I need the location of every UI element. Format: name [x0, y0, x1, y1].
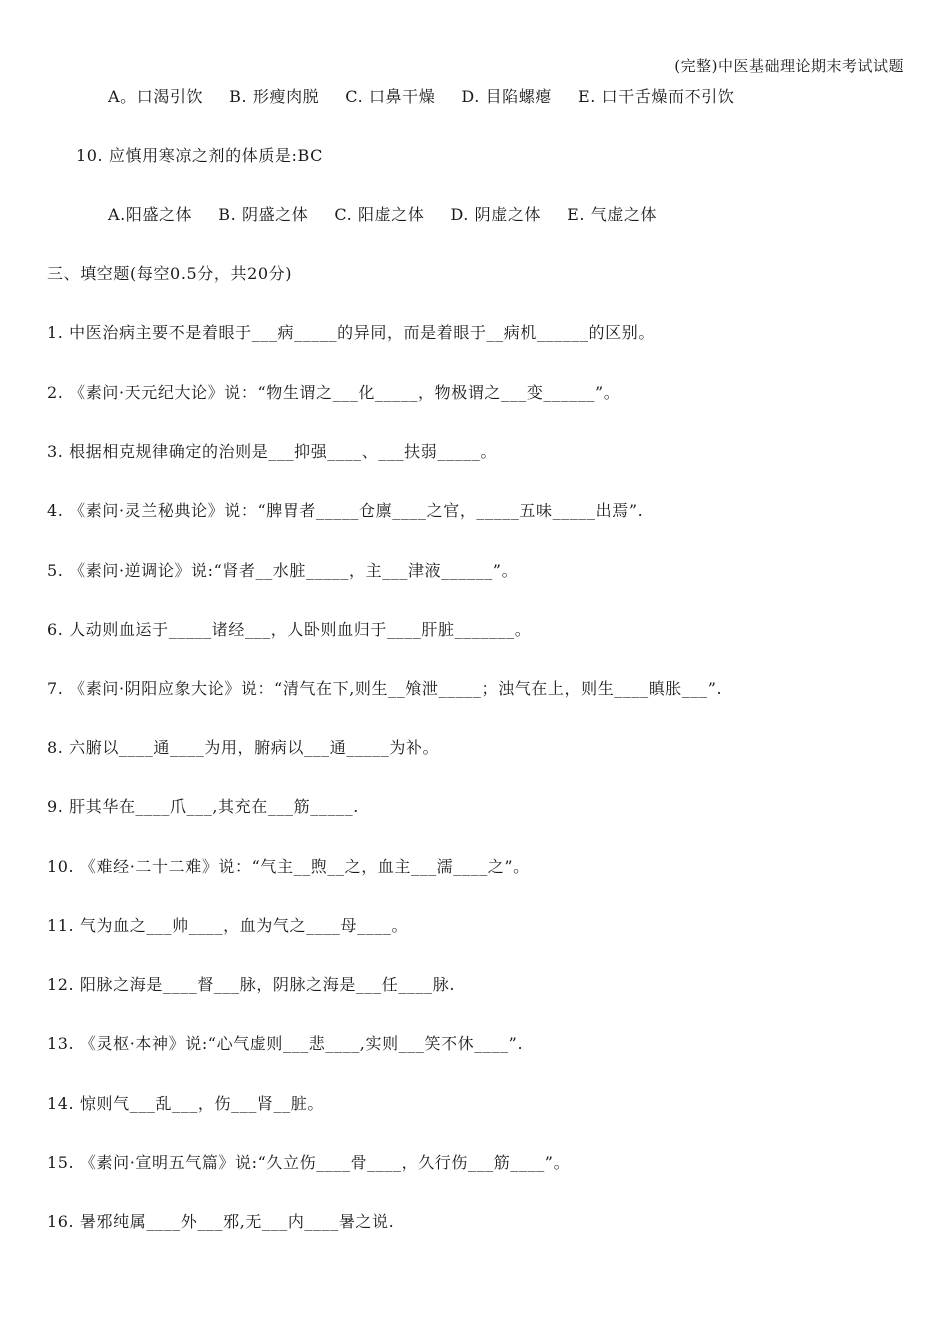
q10-option-d: D. 阴虚之体 — [450, 205, 542, 224]
q10-option-a: A.阳盛之体 — [108, 205, 193, 224]
q10-stem: 10. 应慎用寒凉之剂的体质是:BC — [76, 146, 324, 165]
q9-option-c: C. 口鼻干燥 — [345, 87, 436, 106]
fill-item-5: 5. 《素问·逆调论》说:“肾者__水脏_____，主___津液______”。 — [47, 561, 519, 580]
page-header: (完整)中医基础理论期末考试试题 — [674, 57, 904, 75]
q9-option-d: D. 目陷螺瘪 — [461, 87, 552, 106]
fill-item-10: 10. 《难经·二十二难》说：“气主__煦__之，血主___濡____之”。 — [47, 857, 530, 876]
fill-item-1: 1. 中医治病主要不是着眼于___病_____的异同，而是着眼于__病机______的区别。 — [47, 323, 655, 342]
q9-option-b: B. 形瘦肉脱 — [229, 87, 320, 106]
fill-item-11: 11. 气为血之___帅____，血为气之____母____。 — [47, 916, 409, 935]
q9-option-a: A。口渴引饮 — [108, 87, 204, 106]
fill-item-6: 6. 人动则血运于_____诸经___，人卧则血归于____肝脏_______。 — [47, 620, 532, 639]
fill-item-2: 2. 《素问·天元纪大论》说：“物生谓之___化_____，物极谓之___变______”。 — [47, 383, 621, 402]
fill-item-16: 16. 暑邪纯属____外___邪,无___内____暑之说. — [47, 1212, 395, 1231]
q9-options-row — [108, 86, 734, 108]
fill-item-4: 4. 《素问·灵兰秘典论》说：“脾胃者_____仓廪____之官，_____五味_____出焉”. — [47, 501, 644, 520]
section-title: 三、填空题(每空0.5分，共20分) — [47, 264, 293, 283]
fill-item-8: 8. 六腑以____通____为用，腑病以___通_____为补。 — [47, 738, 440, 757]
q9-option-e: E. 口干舌燥而不引饮 — [577, 87, 735, 106]
fill-item-9: 9. 肝其华在____爪___,其充在___筋_____. — [47, 797, 359, 816]
fill-item-3: 3. 根据相克规律确定的治则是___抑强____、___扶弱_____。 — [47, 442, 497, 461]
fill-item-7: 7. 《素问·阴阳应象大论》说：“清气在下,则生__飧泄_____；浊气在上，则生____瞋胀___”. — [47, 679, 723, 698]
fill-item-12: 12. 阳脉之海是____督___脉，阴脉之海是___任____脉. — [47, 975, 456, 994]
fill-item-14: 14. 惊则气___乱___，伤___肾__脏。 — [47, 1094, 324, 1113]
fill-item-13: 13. 《灵枢·本神》说:“心气虚则___悲____,实则___笑不休____”. — [47, 1034, 524, 1053]
fill-item-15: 15. 《素问·宣明五气篇》说:“久立伤____骨____，久行伤___筋____”。 — [47, 1153, 571, 1172]
q10-option-c: C. 阳虚之体 — [334, 205, 425, 224]
q10-options-row — [108, 204, 657, 226]
q10-option-e: E. 气虚之体 — [567, 205, 658, 224]
q10-option-b: B. 阴盛之体 — [218, 205, 309, 224]
